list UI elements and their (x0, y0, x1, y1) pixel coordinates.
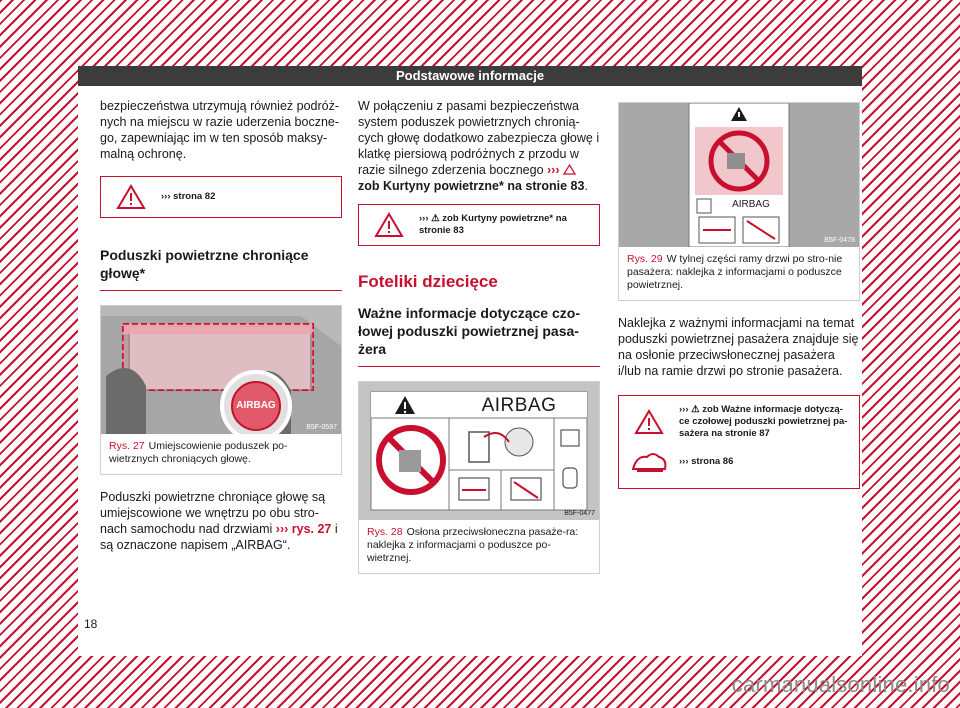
warning-link[interactable]: ››› ⚠ zob Kurtyny powietrzne* na stronie 83 (419, 213, 567, 236)
figure-code: B5F-0478 (824, 237, 855, 244)
section-heading: Poduszki powietrzne chroniące głowę* (100, 246, 342, 291)
airbag-label: AIRBAG (732, 199, 770, 210)
intro-text: bezpieczeństwa utrzymują również podróż-nych na miejscu w razie uderzenia boczne-go, zapewniając im w ten sposób maksy-malną ochronę. (100, 99, 340, 161)
section-heading: Ważne informacje dotyczące czo-łowej poduszki powietrznej pasa-żera (358, 304, 600, 367)
body-text-pre: Poduszki powietrzne chroniące głowę są umiejscowione we wnętrzu po obu stro-nach samochodu nad drzwiami (100, 490, 326, 536)
warning-icon (359, 212, 419, 238)
warning-box-3 (618, 395, 860, 489)
body-text: Naklejka z ważnymi informacjami na temat poduszki powietrznej pasażera znajduje się na osłonie przeciwsłonecznej pasażera i/lub na ramie drzwi po stronie pasażera. (618, 316, 859, 378)
caption-text: W tylnej części ramy drzwi po stro-nie pasażera: naklejka z informacjami o poduszce powietrznej. (627, 253, 843, 291)
warning-link[interactable]: ››› strona 82 (161, 191, 216, 202)
figure-29-image (619, 103, 859, 247)
warning-icon (619, 409, 679, 435)
column-2 (358, 98, 600, 588)
warning-icon (101, 184, 161, 210)
figure-caption (359, 520, 599, 573)
figure-28 (358, 381, 600, 574)
figure-code: B5F-0477 (564, 510, 595, 517)
intro-arrows[interactable]: ››› (547, 163, 560, 177)
intro-end: . (584, 179, 588, 193)
intro-text-2 (358, 98, 600, 194)
intro-text-pre: W połączeniu z pasami bezpieczeństwa system poduszek powietrznych chronią-cych głowę dodatkowo zabezpiecza głowę i klatkę piersiową podróżnych z przodu w razie silnego zderzenia bocznego (358, 99, 600, 177)
page-header: Podstawowe informacje (78, 66, 862, 86)
figure-number: Rys. 29 (627, 253, 663, 265)
inline-warning-icon (563, 164, 576, 175)
figure-27-image (101, 306, 341, 434)
watermark: carmanualsonline.info (731, 672, 950, 697)
figure-caption (619, 247, 859, 300)
figure-ref-link[interactable]: ››› rys. 27 (275, 522, 332, 536)
manual-page (78, 66, 862, 656)
column-1 (100, 98, 342, 563)
figure-code: B5F-0597 (306, 424, 337, 431)
page-number: 18 (84, 617, 98, 631)
column-3 (618, 102, 860, 499)
airbag-label: AIRBAG (481, 395, 557, 416)
airbag-label: AIRBAG (236, 400, 276, 411)
figure-29 (618, 102, 860, 301)
figure-number: Rys. 27 (109, 440, 145, 452)
reference-link[interactable]: ››› strona 86 (679, 456, 734, 467)
warning-box-2 (358, 204, 600, 246)
warning-box (100, 176, 342, 218)
figure-27 (100, 305, 342, 475)
figure-28-image (359, 382, 599, 520)
environment-icon (619, 449, 679, 475)
body-text-post: i są oznaczone napisem „AIRBAG“. (100, 522, 338, 552)
figure-caption (101, 434, 341, 474)
figure-number: Rys. 28 (367, 526, 403, 538)
intro-link[interactable]: zob Kurtyny powietrzne* na stronie 83 (358, 179, 585, 193)
warning-link[interactable]: ››› ⚠ zob Ważne informacje dotyczą-ce czołowej poduszki powietrznej pa-sażera na stronie 87 (679, 404, 848, 439)
caption-text: Osłona przeciwsłoneczna pasaże-ra: naklejka z informacjami o poduszce po-wietrznej. (367, 526, 579, 564)
body-text (100, 489, 342, 553)
caption-text: Umiejscowienie poduszek po-wietrznych chroniących głowę. (109, 440, 288, 465)
chapter-heading: Foteliki dziecięce (358, 272, 498, 291)
